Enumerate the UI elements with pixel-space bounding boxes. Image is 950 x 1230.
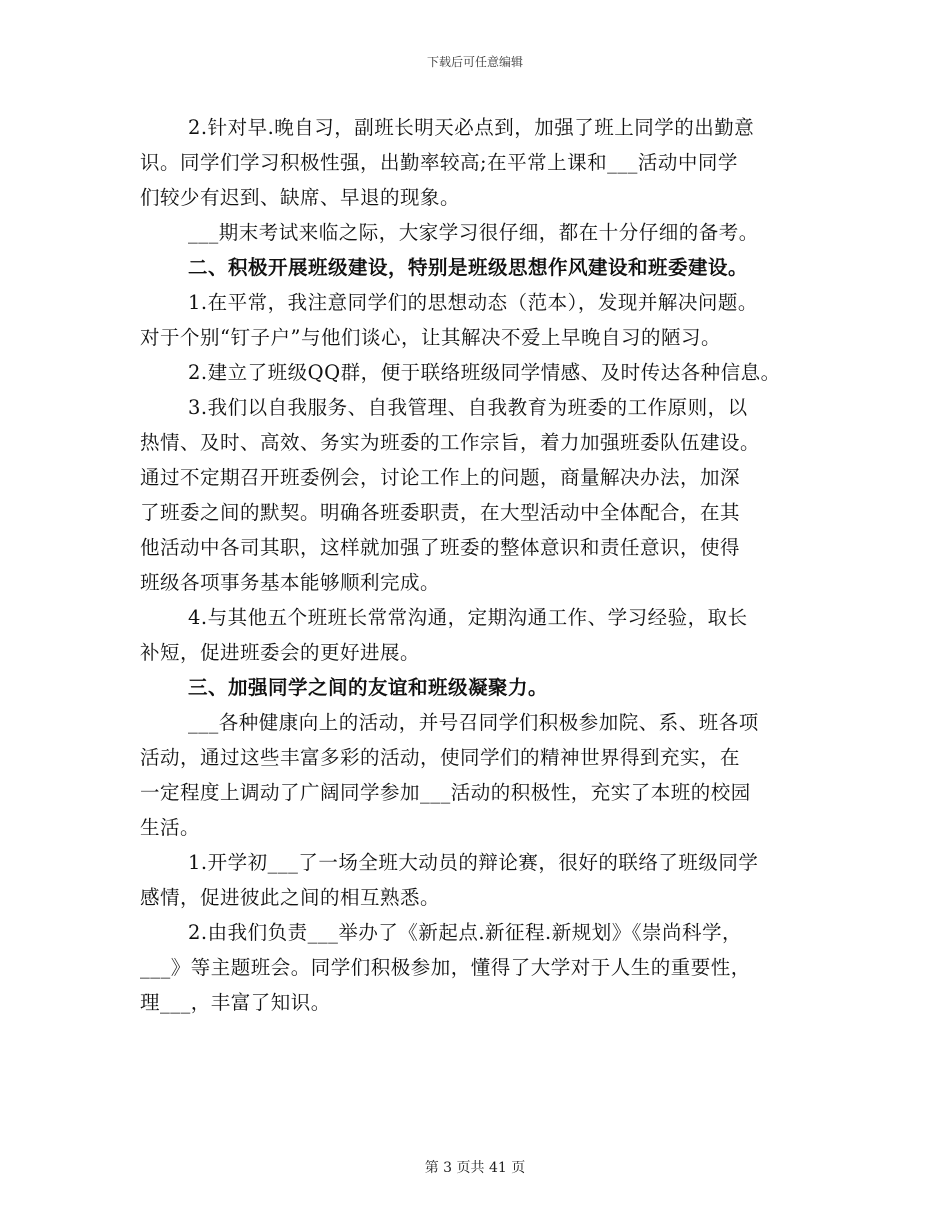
paragraph-line: 们较少有迟到、缺席、早退的现象。 (140, 186, 461, 209)
paragraph-line: 1.开学初___了一场全班大动员的辩论赛，很好的联络了班级同学 (188, 851, 759, 874)
paragraph-line: 生活。 (140, 816, 201, 839)
paragraph-line: 一定程度上调动了广阔同学参加___活动的积极性，充实了本班的校园 (140, 781, 751, 804)
section-heading: 三、加强同学之间的友谊和班级凝聚力。 (188, 676, 549, 699)
paragraph-line: 识。同学们学习积极性强，出勤率较高;在平常上课和___活动中同学 (140, 151, 738, 174)
paragraph-line: 2.由我们负责___举办了《新起点.新征程.新规划》《崇尚科学， (188, 921, 743, 944)
paragraph-line: ___》等主题班会。同学们积极参加，懂得了大学对于人生的重要性， (140, 956, 751, 979)
page-header: 下载后可任意编辑 (426, 55, 523, 69)
document-body (140, 110, 820, 1020)
paragraph-line: 活动，通过这些丰富多彩的活动，使同学们的精神世界得到充实，在 (140, 746, 741, 769)
paragraph-line: 1.在平常，我注意同学们的思想动态（范本），发现并解决问题。 (188, 291, 758, 314)
paragraph-line: 通过不定期召开班委例会，讨论工作上的问题，商量解决办法，加深 (140, 466, 741, 489)
page-footer: 第 3 页共 41 页 (424, 1160, 526, 1176)
paragraph-line: ___期末考试来临之际，大家学习很仔细，都在十分仔细的备考。 (188, 221, 759, 244)
paragraph-line: 2.建立了班级QQ群，便于联络班级同学情感、及时传达各种信息。 (188, 361, 781, 384)
paragraph-line: ___各种健康向上的活动，并号召同学们积极参加院、系、班各项 (188, 711, 759, 734)
paragraph-line: 感情，促进彼此之间的相互熟悉。 (140, 886, 441, 909)
paragraph-line: 班级各项事务基本能够顺利完成。 (140, 571, 441, 594)
paragraph-line: 补短，促进班委会的更好进展。 (140, 641, 421, 664)
paragraph-line: 了班委之间的默契。明确各班委职责，在大型活动中全体配合，在其 (140, 501, 741, 524)
paragraph-line: 热情、及时、高效、务实为班委的工作宗旨，着力加强班委队伍建设。 (140, 431, 761, 454)
paragraph-line: 4.与其他五个班班长常常沟通，定期沟通工作、学习经验，取长 (188, 606, 748, 629)
paragraph-line: 2.针对早.晚自习，副班长明天必点到，加强了班上同学的出勤意 (188, 116, 755, 139)
paragraph-line: 对于个别“钉子户”与他们谈心，让其解决不爱上早晚自习的陋习。 (140, 326, 721, 349)
paragraph-line: 3.我们以自我服务、自我管理、自我教育为班委的工作原则，以 (188, 396, 748, 419)
paragraph-line: 他活动中各司其职，这样就加强了班委的整体意识和责任意识，使得 (140, 536, 741, 559)
paragraph-line: 理___，丰富了知识。 (140, 991, 331, 1014)
section-heading: 二、积极开展班级建设，特别是班级思想作风建设和班委建设。 (188, 256, 749, 279)
